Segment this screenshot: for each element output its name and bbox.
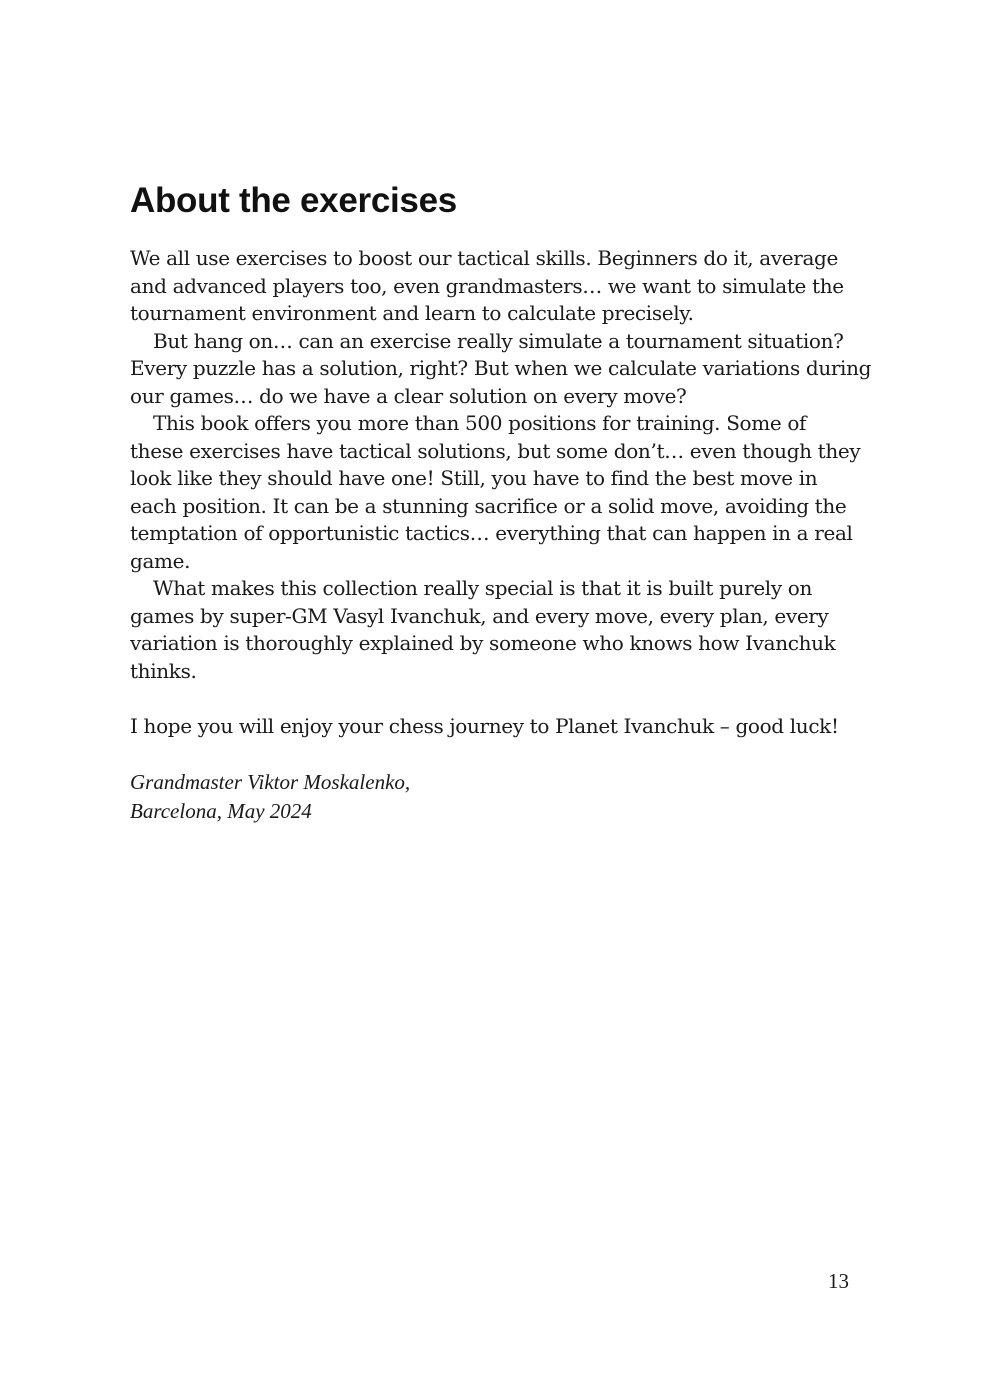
text-line: games by super-GM Vasyl Ivanchuk, and every move, every plan, every [130, 603, 829, 628]
text-line: game. [130, 548, 191, 573]
paragraph-3 [130, 410, 870, 575]
text-line: tournament environment and learn to calculate precisely. [130, 301, 694, 325]
paragraph-5 [130, 713, 870, 741]
text-line: variation is thoroughly explained by someone who knows how Ivanchuk [130, 631, 836, 655]
text-line: We all use exercises to boost our tactical skills. Beginners do it, average [130, 246, 838, 270]
text-line: our games… do we have a clear solution on every move? [130, 383, 687, 408]
author-signature [130, 768, 410, 826]
text-line: these exercises have tactical solutions, but some don’t… even though they [130, 438, 861, 463]
text-line: This book offers you more than 500 positions for training. Some of [153, 411, 807, 435]
paragraph-4 [130, 575, 870, 685]
text-line: Every puzzle has a solution, right? But when we calculate variations during [130, 356, 872, 380]
text-line: look like they should have one! Still, you have to find the best move in [130, 466, 818, 490]
text-line: thinks. [130, 658, 197, 683]
paragraph-1 [130, 245, 870, 328]
paragraph-gap [130, 685, 870, 713]
text-line: and advanced players too, even grandmasters… we want to simulate the [130, 273, 844, 298]
text-line: each position. It can be a stunning sacrifice or a solid move, avoiding the [130, 493, 847, 518]
signature-place-date: Barcelona, May 2024 [130, 799, 312, 823]
body-text [130, 245, 870, 740]
text-line: But hang on… can an exercise really simulate a tournament situation? [153, 328, 844, 353]
page-number: 13 [828, 1269, 849, 1293]
text-line: I hope you will enjoy your chess journey to Planet Ivanchuk – good luck! [130, 713, 839, 738]
text-line: What makes this collection really special is that it is built purely on [153, 576, 813, 600]
section-heading: About the exercises [130, 181, 457, 220]
signature-name: Grandmaster Viktor Moskalenko, [130, 770, 411, 794]
text-line: temptation of opportunistic tactics… everything that can happen in a real [130, 521, 853, 545]
paragraph-2 [130, 328, 870, 411]
